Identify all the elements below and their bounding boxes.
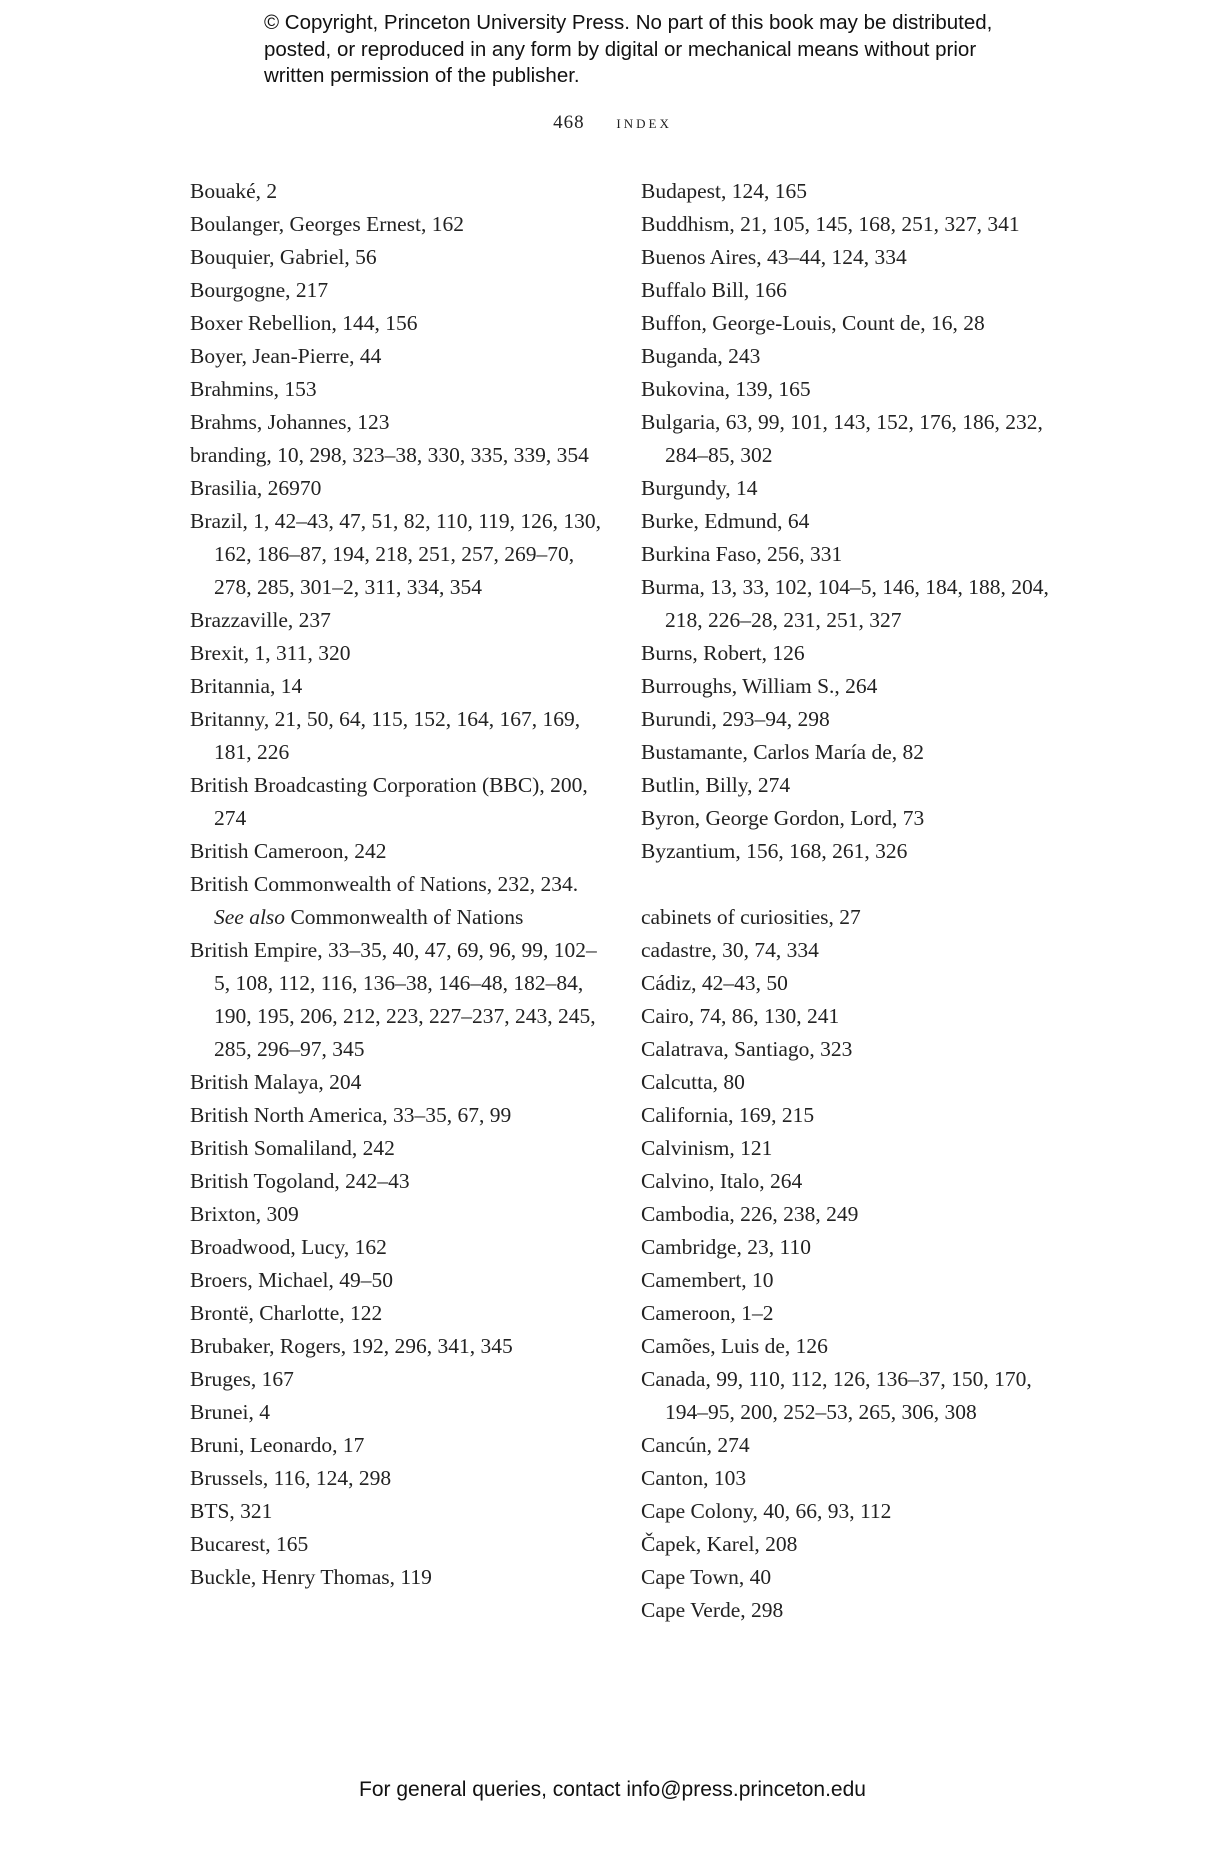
index-entry: Burns, Robert, 126 [641,641,805,665]
index-entry: Bouquier, Gabriel, 56 [190,245,377,269]
index-entry: British Malaya, 204 [190,1070,362,1094]
index-entry: Buckle, Henry Thomas, 119 [190,1565,432,1589]
index-entry: Broadwood, Lucy, 162 [190,1235,387,1259]
index-entry: cabinets of curiosities, 27 [641,905,861,929]
index-entry: Cancún, 274 [641,1433,750,1457]
index-entry: Calatrava, Santiago, 323 [641,1037,853,1061]
index-entry: Bouaké, 2 [190,179,278,203]
index-entry: California, 169, 215 [641,1103,815,1127]
index-entry: Brasilia, 26970 [190,476,322,500]
see-also-label: See also [214,905,286,929]
index-entry: British Broadcasting Corporation (BBC), 200, 274 [190,773,588,830]
index-entry: Bruges, 167 [190,1367,294,1391]
index-entry: Cameroon, 1–2 [641,1301,774,1325]
index-entry: Brubaker, Rogers, 192, 296, 341, 345 [190,1334,513,1358]
index-entry: Brussels, 116, 124, 298 [190,1466,392,1490]
index-entry: British Empire, 33–35, 40, 47, 69, 96, 99, 102–5, 108, 112, 116, 136–38, 146–48, 182–84, 190, 195, 206, 212, 223, 227–237, 243, 245, 285, 296–97, 345 [190,938,597,1061]
index-column-right [641,175,1071,1627]
index-entry [190,868,610,934]
index-entry: Buganda, 243 [641,344,761,368]
index-entry: Cape Verde, 298 [641,1598,784,1622]
index-entry: Bulgaria, 63, 99, 101, 143, 152, 176, 186, 232, 284–85, 302 [641,410,1043,467]
running-head-title: index [616,112,672,133]
index-entry: Bukovina, 139, 165 [641,377,811,401]
index-entry: Burroughs, William S., 264 [641,674,878,698]
index-entry: Buffalo Bill, 166 [641,278,787,302]
index-entry: Brontë, Charlotte, 122 [190,1301,383,1325]
index-entry: BTS, 321 [190,1499,273,1523]
index-entry: Boyer, Jean-Pierre, 44 [190,344,382,368]
index-entry: Calcutta, 80 [641,1070,745,1094]
index-entry: Boxer Rebellion, 144, 156 [190,311,418,335]
index-entry: British Togoland, 242–43 [190,1169,410,1193]
running-head [0,112,1225,134]
letter-section-gap [641,868,1071,901]
index-entry: Brazzaville, 237 [190,608,331,632]
index-entry: Britannia, 14 [190,674,303,698]
index-entry: Brahms, Johannes, 123 [190,410,390,434]
index-entry: Brexit, 1, 311, 320 [190,641,351,665]
index-entry: Buenos Aires, 43–44, 124, 334 [641,245,907,269]
index-entry: Bustamante, Carlos María de, 82 [641,740,925,764]
index-entry: Burundi, 293–94, 298 [641,707,830,731]
index-entry: Cape Town, 40 [641,1565,772,1589]
footer-contact: For general queries, contact info@press.princeton.edu [359,1778,866,1801]
index-entry: Cambodia, 226, 238, 249 [641,1202,859,1226]
index-entry: Butlin, Billy, 274 [641,773,791,797]
index-entry-text: British Commonwealth of Nations, 232, 234. [190,872,579,896]
index-entry: British Somaliland, 242 [190,1136,395,1160]
page-number: 468 [553,112,585,133]
index-entry: Byzantium, 156, 168, 261, 326 [641,839,908,863]
index-column-left [190,175,610,1594]
index-entry: Canada, 99, 110, 112, 126, 136–37, 150, 170, 194–95, 200, 252–53, 265, 306, 308 [641,1367,1032,1424]
index-entry: Broers, Michael, 49–50 [190,1268,394,1292]
index-entry: Brixton, 309 [190,1202,299,1226]
index-entry: Burkina Faso, 256, 331 [641,542,843,566]
index-entry: Burma, 13, 33, 102, 104–5, 146, 184, 188, 204, 218, 226–28, 231, 251, 327 [641,575,1049,632]
index-entry: Britanny, 21, 50, 64, 115, 152, 164, 167, 169, 181, 226 [190,707,581,764]
index-entry: Bucarest, 165 [190,1532,309,1556]
index-entry: Buffon, George-Louis, Count de, 16, 28 [641,311,985,335]
index-entry: Brazil, 1, 42–43, 47, 51, 82, 110, 119, 126, 130, 162, 186–87, 194, 218, 251, 257, 269–70, 278, 285, 301–2, 311, 334, 354 [190,509,602,599]
index-entry: cadastre, 30, 74, 334 [641,938,819,962]
index-entry: British North America, 33–35, 67, 99 [190,1103,512,1127]
index-entry: Cairo, 74, 86, 130, 241 [641,1004,840,1028]
index-entry: Canton, 103 [641,1466,747,1490]
index-entry: Camões, Luis de, 126 [641,1334,828,1358]
index-entry: Camembert, 10 [641,1268,774,1292]
index-entry: Cape Colony, 40, 66, 93, 112 [641,1499,892,1523]
index-entry: branding, 10, 298, 323–38, 330, 335, 339, 354 [190,443,589,467]
index-entry: Čapek, Karel, 208 [641,1532,798,1556]
see-also-target: Commonwealth of Nations [285,905,524,929]
index-entry: Brahmins, 153 [190,377,317,401]
index-entry: Byron, George Gordon, Lord, 73 [641,806,925,830]
index-entry: Burgundy, 14 [641,476,758,500]
index-entry: Bruni, Leonardo, 17 [190,1433,365,1457]
index-entry: Cambridge, 23, 110 [641,1235,811,1259]
copyright-notice: © Copyright, Princeton University Press. No part of this book may be distributed, posted, or reproduced in any form by digital or mechanical means without prior written permission of the publisher. [264,11,993,87]
index-entry: Cádiz, 42–43, 50 [641,971,788,995]
index-entry: Budapest, 124, 165 [641,179,808,203]
index-entry: Bourgogne, 217 [190,278,329,302]
index-entry: Calvino, Italo, 264 [641,1169,803,1193]
index-entry: Brunei, 4 [190,1400,271,1424]
index-entry: Calvinism, 121 [641,1136,773,1160]
index-entry: Boulanger, Georges Ernest, 162 [190,212,464,236]
index-entry: Burke, Edmund, 64 [641,509,810,533]
index-entry: Buddhism, 21, 105, 145, 168, 251, 327, 341 [641,212,1020,236]
index-entry: British Cameroon, 242 [190,839,387,863]
